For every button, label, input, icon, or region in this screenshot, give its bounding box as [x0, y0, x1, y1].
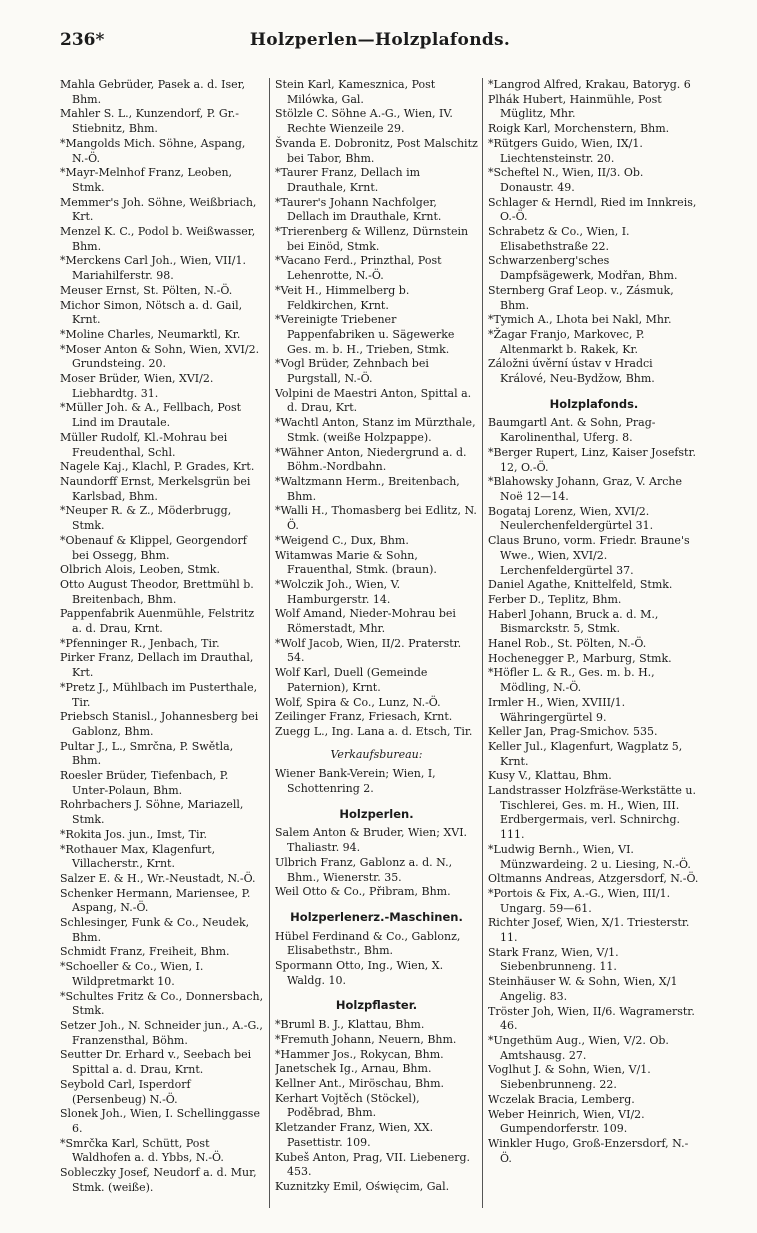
- directory-entry: *Rokita Jos. jun., Imst, Tir.: [60, 827, 208, 841]
- directory-entry: Stölzle C. Söhne A.-G., Wien, IV. Rechte Wienzeile 29.: [275, 107, 453, 136]
- directory-entry: *Veit H., Himmelberg b. Feldkirchen, Krnt.: [275, 283, 410, 312]
- directory-entry: *Berger Rupert, Linz, Kaiser Josefstr. 12, O.-Ö.: [488, 445, 697, 474]
- directory-entry: *Mayr-Melnhof Franz, Leoben, Stmk.: [60, 166, 233, 194]
- directory-entry: Wiener Bank-Verein; Wien, I, Schottenring 2.: [275, 767, 436, 796]
- directory-entry: Wolf Karl, Duell (Gemeinde Paternion), Krnt.: [275, 666, 428, 694]
- page-number: 236*: [60, 30, 105, 50]
- directory-entry: *Moser Anton & Sohn, Wien, XVI/2. Grundsteing. 20.: [60, 342, 260, 371]
- entry-list: [275, 930, 478, 989]
- directory-entry: *Schoeller & Co., Wien, I. Wildpretmarkt 10.: [60, 960, 204, 988]
- directory-entry: *Höfler L. & R., Ges. m. b. H., Mödling, N.-Ö.: [488, 666, 655, 695]
- directory-entry: Bogataj Lorenz, Wien, XVI/2. Neulerchenfeldergürtel 31.: [488, 504, 654, 533]
- directory-entry: Voglhut J. & Sohn, Wien, V/1. Siebenbrunneng. 22.: [488, 1063, 651, 1092]
- entry-list: [275, 1018, 478, 1194]
- directory-entry: Kuznitzky Emil, Oświęcim, Gal.: [275, 1179, 450, 1193]
- directory-entry: *Schultes Fritz & Co., Donnersbach, Stmk.: [60, 989, 264, 1018]
- directory-entry: *Weigend C., Dux, Bhm.: [275, 533, 409, 547]
- directory-entry: Moser Brüder, Wien, XVI/2. Liebhardtg. 31.: [60, 372, 214, 400]
- directory-entry: Kerhart Vojtěch (Stöckel), Poděbrad, Bhm.: [275, 1091, 420, 1120]
- directory-entry: Salzer E. & H., Wr.-Neustadt, N.-Ö.: [60, 871, 256, 885]
- directory-entry: Schlager & Herndl, Ried im Innkreis, O.-Ö.: [488, 195, 697, 224]
- directory-entry: Kubeš Anton, Prag, VII. Liebenerg. 453.: [275, 1150, 471, 1179]
- directory-entry: *Scheftel N., Wien, II/3. Ob. Donaustr. 49.: [488, 166, 644, 194]
- entry-list: [275, 767, 478, 796]
- directory-entry: *Rothauer Max, Klagenfurt, Villacherstr., Krnt.: [60, 842, 216, 871]
- directory-entry: Kusy V., Klattau, Bhm.: [488, 769, 612, 783]
- directory-entry: Naundorff Ernst, Merkelsgrün bei Karlsbad, Bhm.: [60, 474, 251, 503]
- directory-entry: *Obenauf & Klippel, Georgendorf bei Ossegg, Bhm.: [60, 533, 247, 562]
- column-1: [60, 78, 265, 1218]
- directory-entry: Memmer's Joh. Söhne, Weißbriach, Krt.: [60, 195, 257, 224]
- section-heading: Holzperlenerz.-Maschinen.: [290, 909, 463, 924]
- directory-entry: Schwarzenberg'sches Dampfsägewerk, Modřan, Bhm.: [488, 254, 678, 283]
- directory-entry: Priebsch Stanisl., Johannesberg bei Gablonz, Bhm.: [60, 710, 259, 738]
- directory-entry: Weil Otto & Co., Přibram, Bhm.: [275, 885, 451, 899]
- directory-entry: Schlesinger, Funk & Co., Neudek, Bhm.: [60, 916, 250, 944]
- directory-entry: *Wolf Jacob, Wien, II/2. Praterstr. 54.: [275, 636, 462, 665]
- directory-entry: *Waltzmann Herm., Breitenbach, Bhm.: [275, 474, 460, 503]
- directory-entry: Janetschek Ig., Arnau, Bhm.: [275, 1062, 432, 1076]
- directory-entry: Hanel Rob., St. Pölten, N.-Ö.: [488, 637, 647, 651]
- entry-list: [488, 416, 700, 1166]
- directory-entry: *Vereinigte Triebener Pappenfabriken u. Sägewerke Ges. m. b. H., Trieben, Stmk.: [275, 313, 455, 356]
- directory-entry: *Ungethüm Aug., Wien, V/2. Ob. Amtshausg. 27.: [488, 1034, 669, 1062]
- directory-entry: *Neuper R. & Z., Möderbrugg, Stmk.: [60, 504, 232, 533]
- directory-entry: Pirker Franz, Dellach im Drauthal, Krt.: [60, 651, 254, 680]
- directory-entry: *Bruml B. J., Klattau, Bhm.: [275, 1018, 425, 1032]
- section-heading: Holzplafonds.: [549, 396, 639, 411]
- directory-entry: Hochenegger P., Marburg, Stmk.: [488, 651, 672, 665]
- entry-list: [275, 78, 478, 740]
- directory-entry: Ferber D., Teplitz, Bhm.: [488, 592, 622, 606]
- directory-entry: Hübel Ferdinand & Co., Gablonz, Elisabethstr., Bhm.: [275, 929, 461, 958]
- directory-entry: Sternberg Graf Leop. v., Zásmuk, Bhm.: [488, 283, 674, 312]
- directory-entry: Wolf, Spira & Co., Lunz, N.-Ö.: [275, 695, 441, 709]
- directory-entry: *Portois & Fix, A.-G., Wien, III/1. Ungarg. 59—61.: [488, 886, 671, 915]
- directory-entry: Steinhäuser W. & Sohn, Wien, X/1 Angelig. 83.: [488, 975, 678, 1003]
- directory-entry: *Ludwig Bernh., Wien, VI. Münzwardeing. 2 u. Liesing, N.-Ö.: [488, 842, 691, 871]
- directory-entry: *Müller Joh. & A., Fellbach, Post Lind im Drautale.: [60, 401, 242, 430]
- page-header: [60, 30, 700, 58]
- directory-entry: *Langrod Alfred, Krakau, Batoryg. 6: [488, 78, 691, 91]
- directory-entry: Pultar J., L., Smrčna, P. Swětla, Bhm.: [60, 739, 234, 768]
- directory-entry: *Hammer Jos., Rokycan, Bhm.: [275, 1047, 444, 1061]
- directory-entry: *Taurer Franz, Dellach im Drauthale, Krnt.: [275, 166, 421, 194]
- directory-entry: Witamwas Marie & Sohn, Frauenthal, Stmk. (braun).: [275, 548, 437, 577]
- entry-list: [275, 826, 478, 900]
- directory-entry: Roigk Karl, Morchenstern, Bhm.: [488, 122, 670, 136]
- directory-entry: Winkler Hugo, Groß-Enzersdorf, N.-Ö.: [488, 1136, 689, 1165]
- section-subheading: Verkaufsbureau:: [330, 747, 423, 761]
- directory-entry: Keller Jul., Klagenfurt, Wagplatz 5, Krnt.: [488, 739, 683, 768]
- directory-entry: Volpini de Maestri Anton, Spittal a. d. Drau, Krt.: [275, 386, 472, 415]
- directory-entry: *Žagar Franjo, Markovec, P. Altenmarkt b. Rakek, Kr.: [488, 327, 645, 356]
- column-divider: [482, 78, 483, 1208]
- directory-entry: Landstrasser Holzfräse-Werkstätte u. Tischlerei, Ges. m. H., Wien, III. Erdbergermais, verl. Schnirchg. 111.: [488, 784, 697, 842]
- directory-entry: Richter Josef, Wien, X/1. Triesterstr. 11.: [488, 916, 690, 945]
- directory-entry: Slonek Joh., Wien, I. Schellinggasse 6.: [60, 1107, 260, 1135]
- column-divider: [269, 78, 270, 1208]
- directory-entry: Keller Jan, Prag-Smichov. 535.: [488, 725, 658, 739]
- directory-entry: Daniel Agathe, Knittelfeld, Stmk.: [488, 578, 673, 592]
- directory-entry: Baumgartl Ant. & Sohn, Prag-Karolinenthal, Uferg. 8.: [488, 416, 656, 445]
- directory-entry: Rohrbachers J. Söhne, Mariazell, Stmk.: [60, 798, 244, 827]
- directory-entry: Ulbrich Franz, Gablonz a. d. N., Bhm., Wienerstr. 35.: [275, 855, 453, 884]
- directory-entry: *Pretz J., Mühlbach im Pusterthale, Tir.: [60, 680, 258, 709]
- directory-entry: Schrabetz & Co., Wien, I. Elisabethstraße 22.: [488, 225, 630, 253]
- directory-entry: Zeilinger Franz, Friesach, Krnt.: [275, 710, 453, 724]
- column-3: [488, 78, 700, 1218]
- directory-entry: *Blahowsky Johann, Graz, V. Arche Noë 12—14.: [488, 475, 683, 503]
- directory-entry: *Walli H., Thomasberg bei Edlitz, N. Ö.: [275, 504, 477, 533]
- directory-entry: *Wachtl Anton, Stanz im Mürzthale, Stmk. (weiße Holzpappe).: [275, 416, 476, 444]
- directory-entry: Stein Karl, Kamesznica, Post Milówka, Gal.: [275, 78, 436, 106]
- directory-entry: *Taurer's Johann Nachfolger, Dellach im Drauthale, Krnt.: [275, 195, 442, 224]
- directory-entry: Mahler S. L., Kunzendorf, P. Gr.-Stiebnitz, Bhm.: [60, 107, 239, 136]
- directory-entry: Roesler Brüder, Tiefenbach, P. Unter-Polaun, Bhm.: [60, 769, 229, 797]
- entry-list: [60, 78, 265, 1195]
- directory-entry: Kellner Ant., Miröschau, Bhm.: [275, 1077, 445, 1090]
- directory-entry: *Vacano Ferd., Prinzthal, Post Lehenrotte, N.-Ö.: [275, 254, 442, 283]
- directory-entry: Irmler H., Wien, XVIII/1. Währingergürtel 9.: [488, 695, 626, 724]
- directory-entry: Oltmanns Andreas, Atzgersdorf, N.-Ö.: [488, 872, 699, 886]
- directory-entry: Záložni úvěrní ústav v Hradci Králové, Neu-Bydžow, Bhm.: [488, 357, 655, 386]
- directory-entry: Otto August Theodor, Brettmühl b. Breitenbach, Bhm.: [60, 577, 254, 606]
- directory-entry: Michor Simon, Nötsch a. d. Gail, Krnt.: [60, 298, 243, 327]
- column-2: [275, 78, 478, 1218]
- directory-entry: *Pfenninger R., Jenbach, Tir.: [60, 636, 220, 650]
- page-title: Holzperlen—Holzplafonds.: [249, 30, 511, 50]
- directory-entry: *Vogl Brüder, Zehnbach bei Purgstall, N.-Ö.: [275, 357, 429, 386]
- directory-entry: Seybold Carl, Isperdorf (Persenbeug) N.-Ö.: [60, 1077, 191, 1106]
- directory-entry: *Wolczik Joh., Wien, V. Hamburgerstr. 14.: [275, 577, 401, 606]
- directory-entry: Mahla Gebrüder, Pasek a. d. Iser, Bhm.: [60, 78, 246, 106]
- directory-entry: Zuegg L., Ing. Lana a. d. Etsch, Tir.: [275, 724, 473, 738]
- directory-entry: Plhák Hubert, Hainmühle, Post Müglitz, Mhr.: [488, 92, 662, 121]
- directory-entry: Müller Rudolf, Kl.-Mohrau bei Freudenthal, Schl.: [60, 430, 228, 459]
- directory-entry: *Smrčka Karl, Schütt, Post Waldhofen a. d. Ybbs, N.-Ö.: [60, 1136, 224, 1165]
- directory-entry: Salem Anton & Bruder, Wien; XVI. Thaliastr. 94.: [275, 826, 468, 855]
- directory-entry: Olbrich Alois, Leoben, Stmk.: [60, 563, 220, 577]
- entry-list: [488, 78, 700, 387]
- directory-entry: Wolf Amand, Nieder-Mohrau bei Römerstadt, Mhr.: [275, 607, 456, 636]
- directory-entry: *Merckens Carl Joh., Wien, VII/1. Mariahilferstr. 98.: [60, 254, 247, 283]
- directory-entry: Wczelak Bracia, Lemberg.: [488, 1092, 635, 1106]
- directory-entry: Švanda E. Dobronitz, Post Malschitz bei Tabor, Bhm.: [275, 136, 478, 165]
- directory-entry: Sobleczky Josef, Neudorf a. d. Mur, Stmk. (weiße).: [60, 1166, 257, 1194]
- directory-entry: Seutter Dr. Erhard v., Seebach bei Spittal a. d. Drau, Krnt.: [60, 1048, 252, 1077]
- section-heading: Holzperlen.: [339, 806, 414, 821]
- directory-entry: *Moline Charles, Neumarktl, Kr.: [60, 327, 241, 341]
- directory-entry: Setzer Joh., N. Schneider jun., A.-G., Franzensthal, Böhm.: [60, 1019, 263, 1047]
- directory-entry: Haberl Johann, Bruck a. d. M., Bismarckstr. 5, Stmk.: [488, 607, 659, 636]
- directory-entry: *Trierenberg & Willenz, Dürnstein bei Einöd, Stmk.: [275, 225, 469, 253]
- directory-entry: Kletzander Franz, Wien, XX. Pasettistr. 109.: [275, 1121, 434, 1149]
- directory-entry: Stark Franz, Wien, V/1. Siebenbrunneng. 11.: [488, 945, 619, 974]
- directory-entry: Weber Heinrich, Wien, VI/2. Gumpendorferstr. 109.: [488, 1107, 645, 1136]
- directory-entry: *Tymich A., Lhota bei Nakl, Mhr.: [488, 313, 672, 327]
- directory-entry: Claus Bruno, vorm. Friedr. Braune's Wwe., Wien, XVI/2. Lerchenfeldergürtel 37.: [488, 534, 690, 577]
- directory-entry: Meuser Ernst, St. Pölten, N.-Ö.: [60, 283, 233, 297]
- directory-entry: *Rütgers Guido, Wien, IX/1. Liechtensteinstr. 20.: [488, 136, 643, 165]
- directory-entry: Spormann Otto, Ing., Wien, X. Waldg. 10.: [275, 959, 444, 987]
- directory-entry: *Fremuth Johann, Neuern, Bhm.: [275, 1032, 457, 1046]
- directory-entry: Nagele Kaj., Klachl, P. Grades, Krt.: [60, 460, 255, 474]
- section-heading: Holzpflaster.: [335, 998, 418, 1013]
- directory-entry: *Mangolds Mich. Söhne, Aspang, N.-Ö.: [60, 136, 246, 165]
- directory-entry: *Wähner Anton, Niedergrund a. d. Böhm.-Nordbahn.: [275, 445, 467, 474]
- directory-entry: Tröster Joh, Wien, II/6. Wagramerstr. 46.: [488, 1004, 695, 1033]
- directory-entry: Schenker Hermann, Mariensee, P. Aspang, N.-Ö.: [60, 886, 251, 915]
- directory-entry: Pappenfabrik Auenmühle, Felstritz a. d. Drau, Krnt.: [60, 607, 255, 636]
- directory-entry: Menzel K. C., Podol b. Weißwasser, Bhm.: [60, 225, 256, 253]
- directory-entry: Schmidt Franz, Freiheit, Bhm.: [60, 945, 230, 959]
